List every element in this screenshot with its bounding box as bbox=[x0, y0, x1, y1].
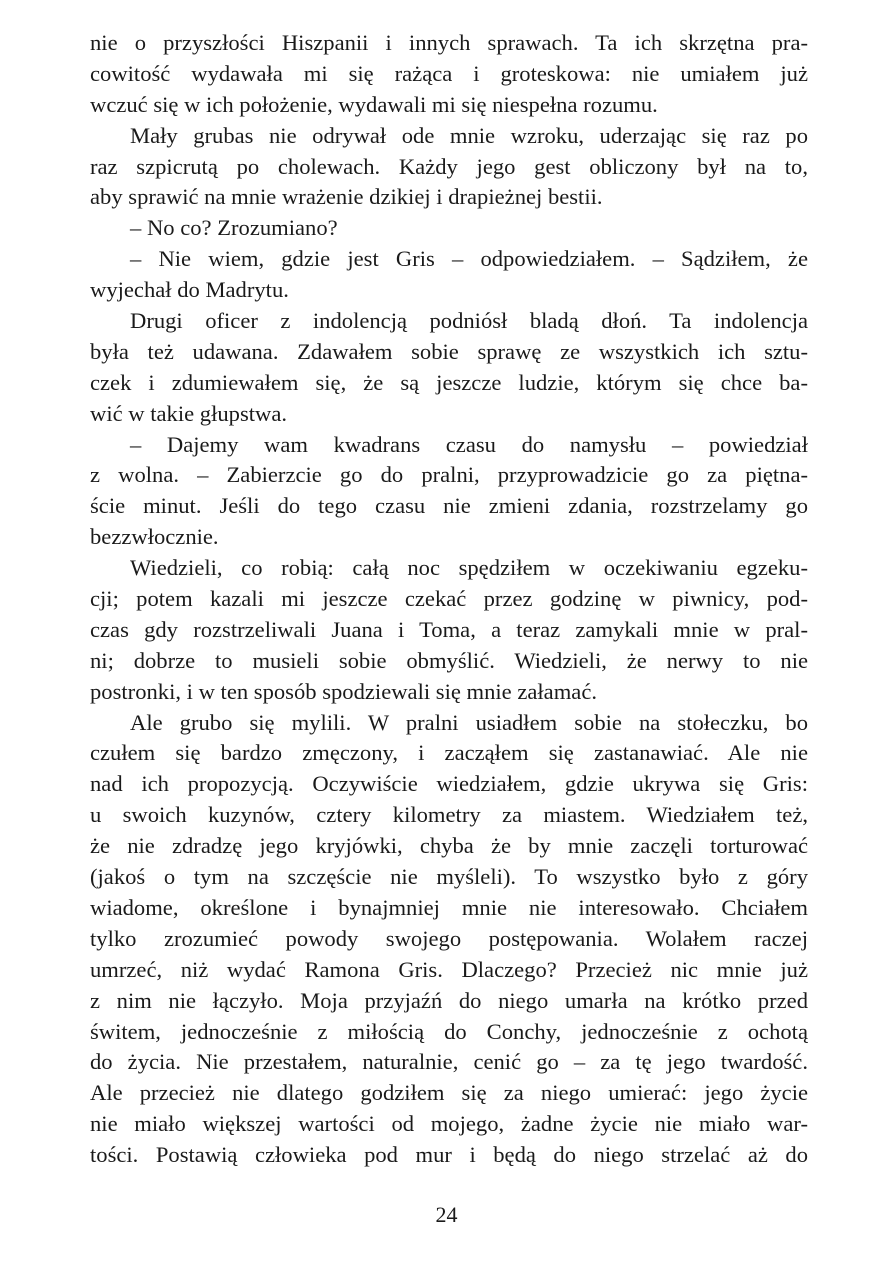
text-line: wczuć się w ich położenie, wydawali mi się niespełna rozumu. bbox=[90, 91, 658, 117]
text-line: świtem, jednocześnie z miłością do Conchy, jednocześnie z ochotą bbox=[90, 1018, 808, 1044]
text-line: z wolna. – Zabierzcie go do pralni, przyprowadzicie go za piętna- bbox=[90, 462, 808, 488]
text-line: Ale przecież nie dlatego godziłem się za niego umierać: jego życie bbox=[90, 1080, 808, 1106]
text-line: tylko zrozumieć powody swojego postępowania. Wolałem raczej bbox=[90, 925, 808, 951]
page-number: 24 bbox=[435, 1202, 458, 1227]
text-line: nie miało większej wartości od mojego, żadne życie nie miało war- bbox=[90, 1111, 808, 1137]
text-line: u swoich kuzynów, cztery kilometry za miastem. Wiedziałem też, bbox=[90, 802, 808, 828]
text-line: bezzwłocznie. bbox=[90, 524, 219, 550]
text-line: nie o przyszłości Hiszpanii i innych sprawach. Ta ich skrzętna pra- bbox=[90, 30, 808, 55]
text-line: czek i zdumiewałem się, że są jeszcze ludzie, którym się chce ba- bbox=[90, 369, 808, 395]
text-line: cowitość wydawała mi się rażąca i groteskowa: nie umiałem już bbox=[90, 60, 808, 86]
body-text bbox=[90, 28, 808, 1171]
text-line: ście minut. Jeśli do tego czasu nie zmieni zdania, rozstrzelamy go bbox=[90, 493, 808, 519]
text-line: wić w takie głupstwa. bbox=[90, 400, 288, 426]
text-line: raz szpicrutą po cholewach. Każdy jego gest obliczony był na to, bbox=[90, 153, 808, 179]
text-line: wiadome, określone i bynajmniej mnie nie interesowało. Chciałem bbox=[90, 894, 808, 920]
text-line: Mały grubas nie odrywał ode mnie wzroku, uderzając się raz po bbox=[130, 122, 808, 148]
text-line: postronki, i w ten sposób spodziewali się mnie załamać. bbox=[90, 678, 597, 704]
text-line: czułem się bardzo zmęczony, i zacząłem się zastanawiać. Ale nie bbox=[90, 740, 808, 766]
text-line: że nie zdradzę jego kryjówki, chyba że by mnie zaczęli torturować bbox=[90, 833, 808, 859]
text-line: – Dajemy wam kwadrans czasu do namysłu – powiedział bbox=[130, 431, 808, 457]
text-line: do życia. Nie przestałem, naturalnie, cenić go – za tę jego twardość. bbox=[90, 1049, 808, 1075]
text-line: Drugi oficer z indolencją podniósł bladą dłoń. Ta indolencja bbox=[130, 308, 808, 334]
text-line: umrzeć, niż wydać Ramona Gris. Dlaczego? Przecież nic mnie już bbox=[90, 956, 808, 982]
text-line: aby sprawić na mnie wrażenie dzikiej i drapieżnej bestii. bbox=[90, 184, 603, 210]
text-line: czas gdy rozstrzeliwali Juana i Toma, a teraz zamykali mnie w pral- bbox=[90, 616, 808, 642]
text-line: – No co? Zrozumiano? bbox=[130, 215, 338, 241]
text-line: z nim nie łączyło. Moja przyjaźń do niego umarła na krótko przed bbox=[90, 987, 808, 1013]
text-line: wyjechał do Madrytu. bbox=[90, 277, 289, 303]
text-line: (jakoś o tym na szczęście nie myśleli). To wszystko było z góry bbox=[90, 864, 808, 890]
text-line: Wiedzieli, co robią: całą noc spędziłem w oczekiwaniu egzeku- bbox=[130, 555, 808, 581]
text-line: Ale grubo się mylili. W pralni usiadłem sobie na stołeczku, bo bbox=[130, 709, 808, 735]
text-line: była też udawana. Zdawałem sobie sprawę ze wszystkich ich sztu- bbox=[90, 338, 808, 364]
text-line: nad ich propozycją. Oczywiście wiedziałem, gdzie ukrywa się Gris: bbox=[90, 771, 808, 797]
text-line: cji; potem kazali mi jeszcze czekać przez godzinę w piwnicy, pod- bbox=[90, 586, 808, 612]
text-line: tości. Postawią człowieka pod mur i będą do niego strzelać aż do bbox=[90, 1142, 808, 1168]
text-line: – Nie wiem, gdzie jest Gris – odpowiedziałem. – Sądziłem, że bbox=[130, 246, 808, 272]
text-line: ni; dobrze to musieli sobie obmyślić. Wiedzieli, że nerwy to nie bbox=[90, 647, 808, 673]
